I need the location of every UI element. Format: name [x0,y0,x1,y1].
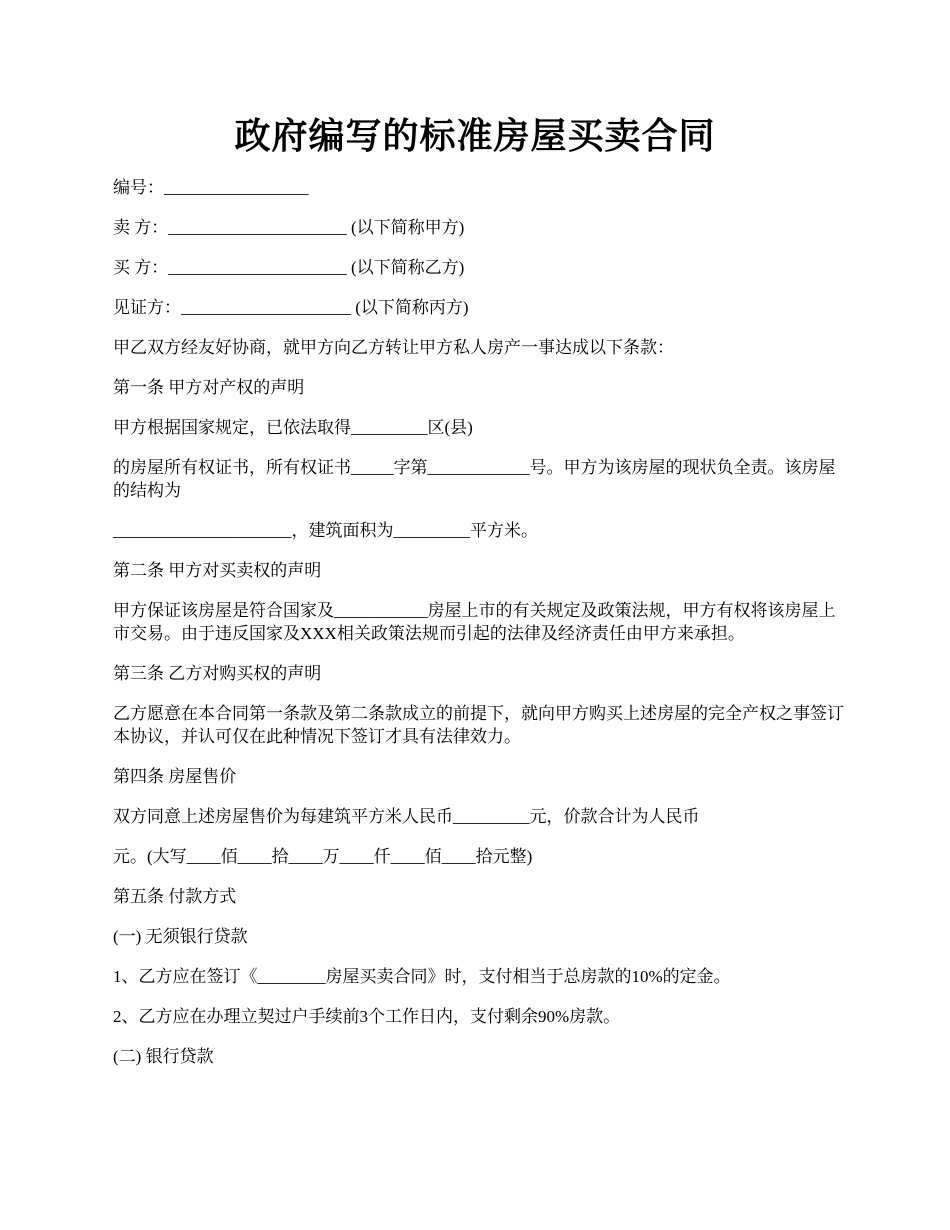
witness-line: 见证方：____________________ (以下简称丙方) [113,298,469,317]
payment-option-2-heading: (二) 银行贷款 [113,1047,214,1066]
article-3-para: 乙方愿意在本合同第一条款及第二条款成立的前提下，就向甲方购买上述房屋的完全产权之事签订本协议，并认可仅在此种情况下签订才具有法律效力。 [113,704,844,746]
article-1-para-3: _____________________，建筑面积为_________平方米。 [113,521,538,540]
article-4-heading: 第四条 房屋售价 [113,767,237,786]
article-1-para-2: 的房屋所有权证书，所有权证书_____字第____________号。甲方为该房屋的现状负全责。该房屋的结构为 [113,458,836,500]
article-3-heading: 第三条 乙方对购买权的声明 [113,664,322,683]
document-title: 政府编写的标准房屋买卖合同 [234,116,716,156]
article-1-heading: 第一条 甲方对产权的声明 [113,378,305,397]
article-1-para-1: 甲方根据国家规定，已依法取得_________区(县) [113,418,473,437]
article-4-para-1: 双方同意上述房屋售价为每建筑平方米人民币_________元，价款合计为人民币 [113,807,700,826]
document-body [113,176,850,1085]
seller-line: 卖 方：_____________________ (以下简称甲方) [113,218,465,237]
buyer-line: 买 方：_____________________ (以下简称乙方) [113,258,465,277]
article-2-para: 甲方保证该房屋是符合国家及___________房屋上市的有关规定及政策法规，甲方有权将该房屋上市交易。由于违反国家及XXX相关政策法规而引起的法律及经济责任由甲方来承担。 [113,601,836,643]
article-5-heading: 第五条 付款方式 [113,887,237,906]
payment-option-1-item-1: 1、乙方应在签订《________房屋买卖合同》时，支付相当于总房款的10%的定金。 [113,967,731,986]
payment-option-1-heading: (一) 无须银行贷款 [113,927,248,946]
article-4-para-2: 元。(大写____佰____拾____万____仟____佰____拾元整) [113,847,533,866]
payment-option-1-item-2: 2、乙方应在办理立契过户手续前3个工作日内，支付剩余90%房款。 [113,1007,621,1026]
article-2-heading: 第二条 甲方对买卖权的声明 [113,561,322,580]
preamble: 甲乙双方经友好协商，就甲方向乙方转让甲方私人房产一事达成以下条款： [113,338,674,357]
contract-number-line: 编号：_________________ [113,178,309,197]
